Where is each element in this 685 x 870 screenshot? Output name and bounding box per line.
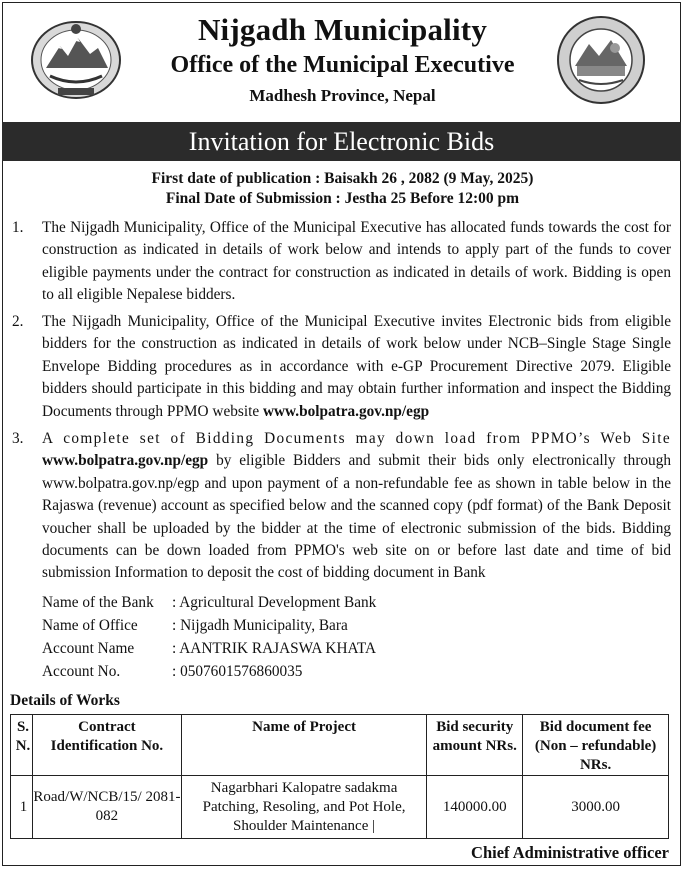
- ppmo-website-link[interactable]: www.bolpatra.gov.np/egp: [42, 452, 209, 470]
- bank-info-label: Account Name: [42, 640, 135, 657]
- ppmo-website-link[interactable]: www.bolpatra.gov.np/egp: [262, 402, 430, 420]
- paragraph-3: [42, 428, 671, 585]
- bank-info-value: : Nijgadh Municipality, Bara: [172, 617, 348, 634]
- office-subtitle: Office of the Municipal Executive: [170, 52, 515, 78]
- serial-number-cell: 1: [11, 776, 33, 839]
- bank-info-label: Account No.: [42, 663, 121, 680]
- paragraph-text: The Nijgadh Municipality, Office of the Municipal Executive invites Electronic bids from eligible bidders for the construction as indicated in details of work below under NCB–Single Stage Single Envelope Bidding procedures as in accordance with e-GP Procurement Directive 2079. Eligible bidders should participate in this bidding and may obtain further information and inspect the Bidding Documents through PPMO website: [42, 313, 671, 420]
- paragraph-2: [42, 311, 671, 423]
- paragraph-number: 3.: [12, 430, 24, 447]
- bank-info-label: Name of the Bank: [42, 594, 154, 611]
- paragraph-number: 1.: [12, 219, 24, 236]
- bank-info-value: : 0507601576860035: [172, 663, 303, 680]
- paragraph-text: by eligible Bidders and submit their bids only electronically through www.bolpatra.gov.np/egp and upon payment of a non-refundable fee as shown in table below in the Rajaswa (revenue) account as specified below and the scanned copy (pdf format) of the Bank Deposit voucher shall be uploaded by the bidder at the time of electronic submission of the bids. Bidding documents can be down loaded from PPMO's web site on or before last date and time of bid submission Information to deposit the cost of bidding document in Bank: [42, 452, 672, 582]
- province-location: Madhesh Province, Nepal: [249, 86, 436, 105]
- bid-security-cell: 140000.00: [427, 776, 523, 839]
- first-publication-date: First date of publication : Baisakh 26 , 2082 (9 May, 2025): [151, 170, 534, 187]
- signatory-title: Chief Administrative officer: [471, 843, 669, 862]
- document-fee-cell: 3000.00: [523, 776, 669, 839]
- table-row: [11, 776, 669, 839]
- project-name-cell: Nagarbhari Kalopatre sadakma Patching, Resoling, and Pot Hole, Shoulder Maintenance |: [181, 776, 426, 839]
- notice-header: [0, 0, 685, 122]
- column-header: Bid security amount NRs.: [427, 715, 523, 776]
- bank-info-label: Name of Office: [42, 617, 138, 634]
- works-section-title: Details of Works: [10, 692, 120, 709]
- works-table: [10, 714, 669, 839]
- column-header: S. N.: [11, 715, 33, 776]
- column-header: Contract Identification No.: [32, 715, 181, 776]
- bank-info-value: : AANTRIK RAJASWA KHATA: [172, 640, 377, 657]
- contract-id-cell: Road/W/NCB/15/ 2081- 082: [32, 776, 181, 839]
- paragraph-text: The Nijgadh Municipality, Office of the Municipal Executive has allocated funds towards the cost for construction as indicated in details of work below and intends to apply part of the funds to cover eligible payments under the contract for construction as indicated in details of work. Bidding is open to all eligible Nepalese bidders.: [42, 219, 671, 304]
- bank-info-value: : Agricultural Development Bank: [172, 594, 377, 611]
- final-submission-date: Final Date of Submission : Jestha 25 Before 12:00 pm: [165, 190, 520, 207]
- municipality-title: Nijgadh Municipality: [197, 12, 488, 47]
- paragraph-number: 2.: [12, 313, 24, 330]
- paragraph-lead-text: A complete set of Bidding Documents may down load from PPMO’s Web Site: [42, 430, 671, 447]
- invitation-banner: Invitation for Electronic Bids: [2, 122, 681, 161]
- paragraph-1: [42, 217, 671, 307]
- column-header: Name of Project: [181, 715, 426, 776]
- table-header-row: [11, 715, 669, 776]
- nijgadh-municipality-logo: [555, 14, 647, 106]
- column-header: Bid document fee (Non – refundable) NRs.: [523, 715, 669, 776]
